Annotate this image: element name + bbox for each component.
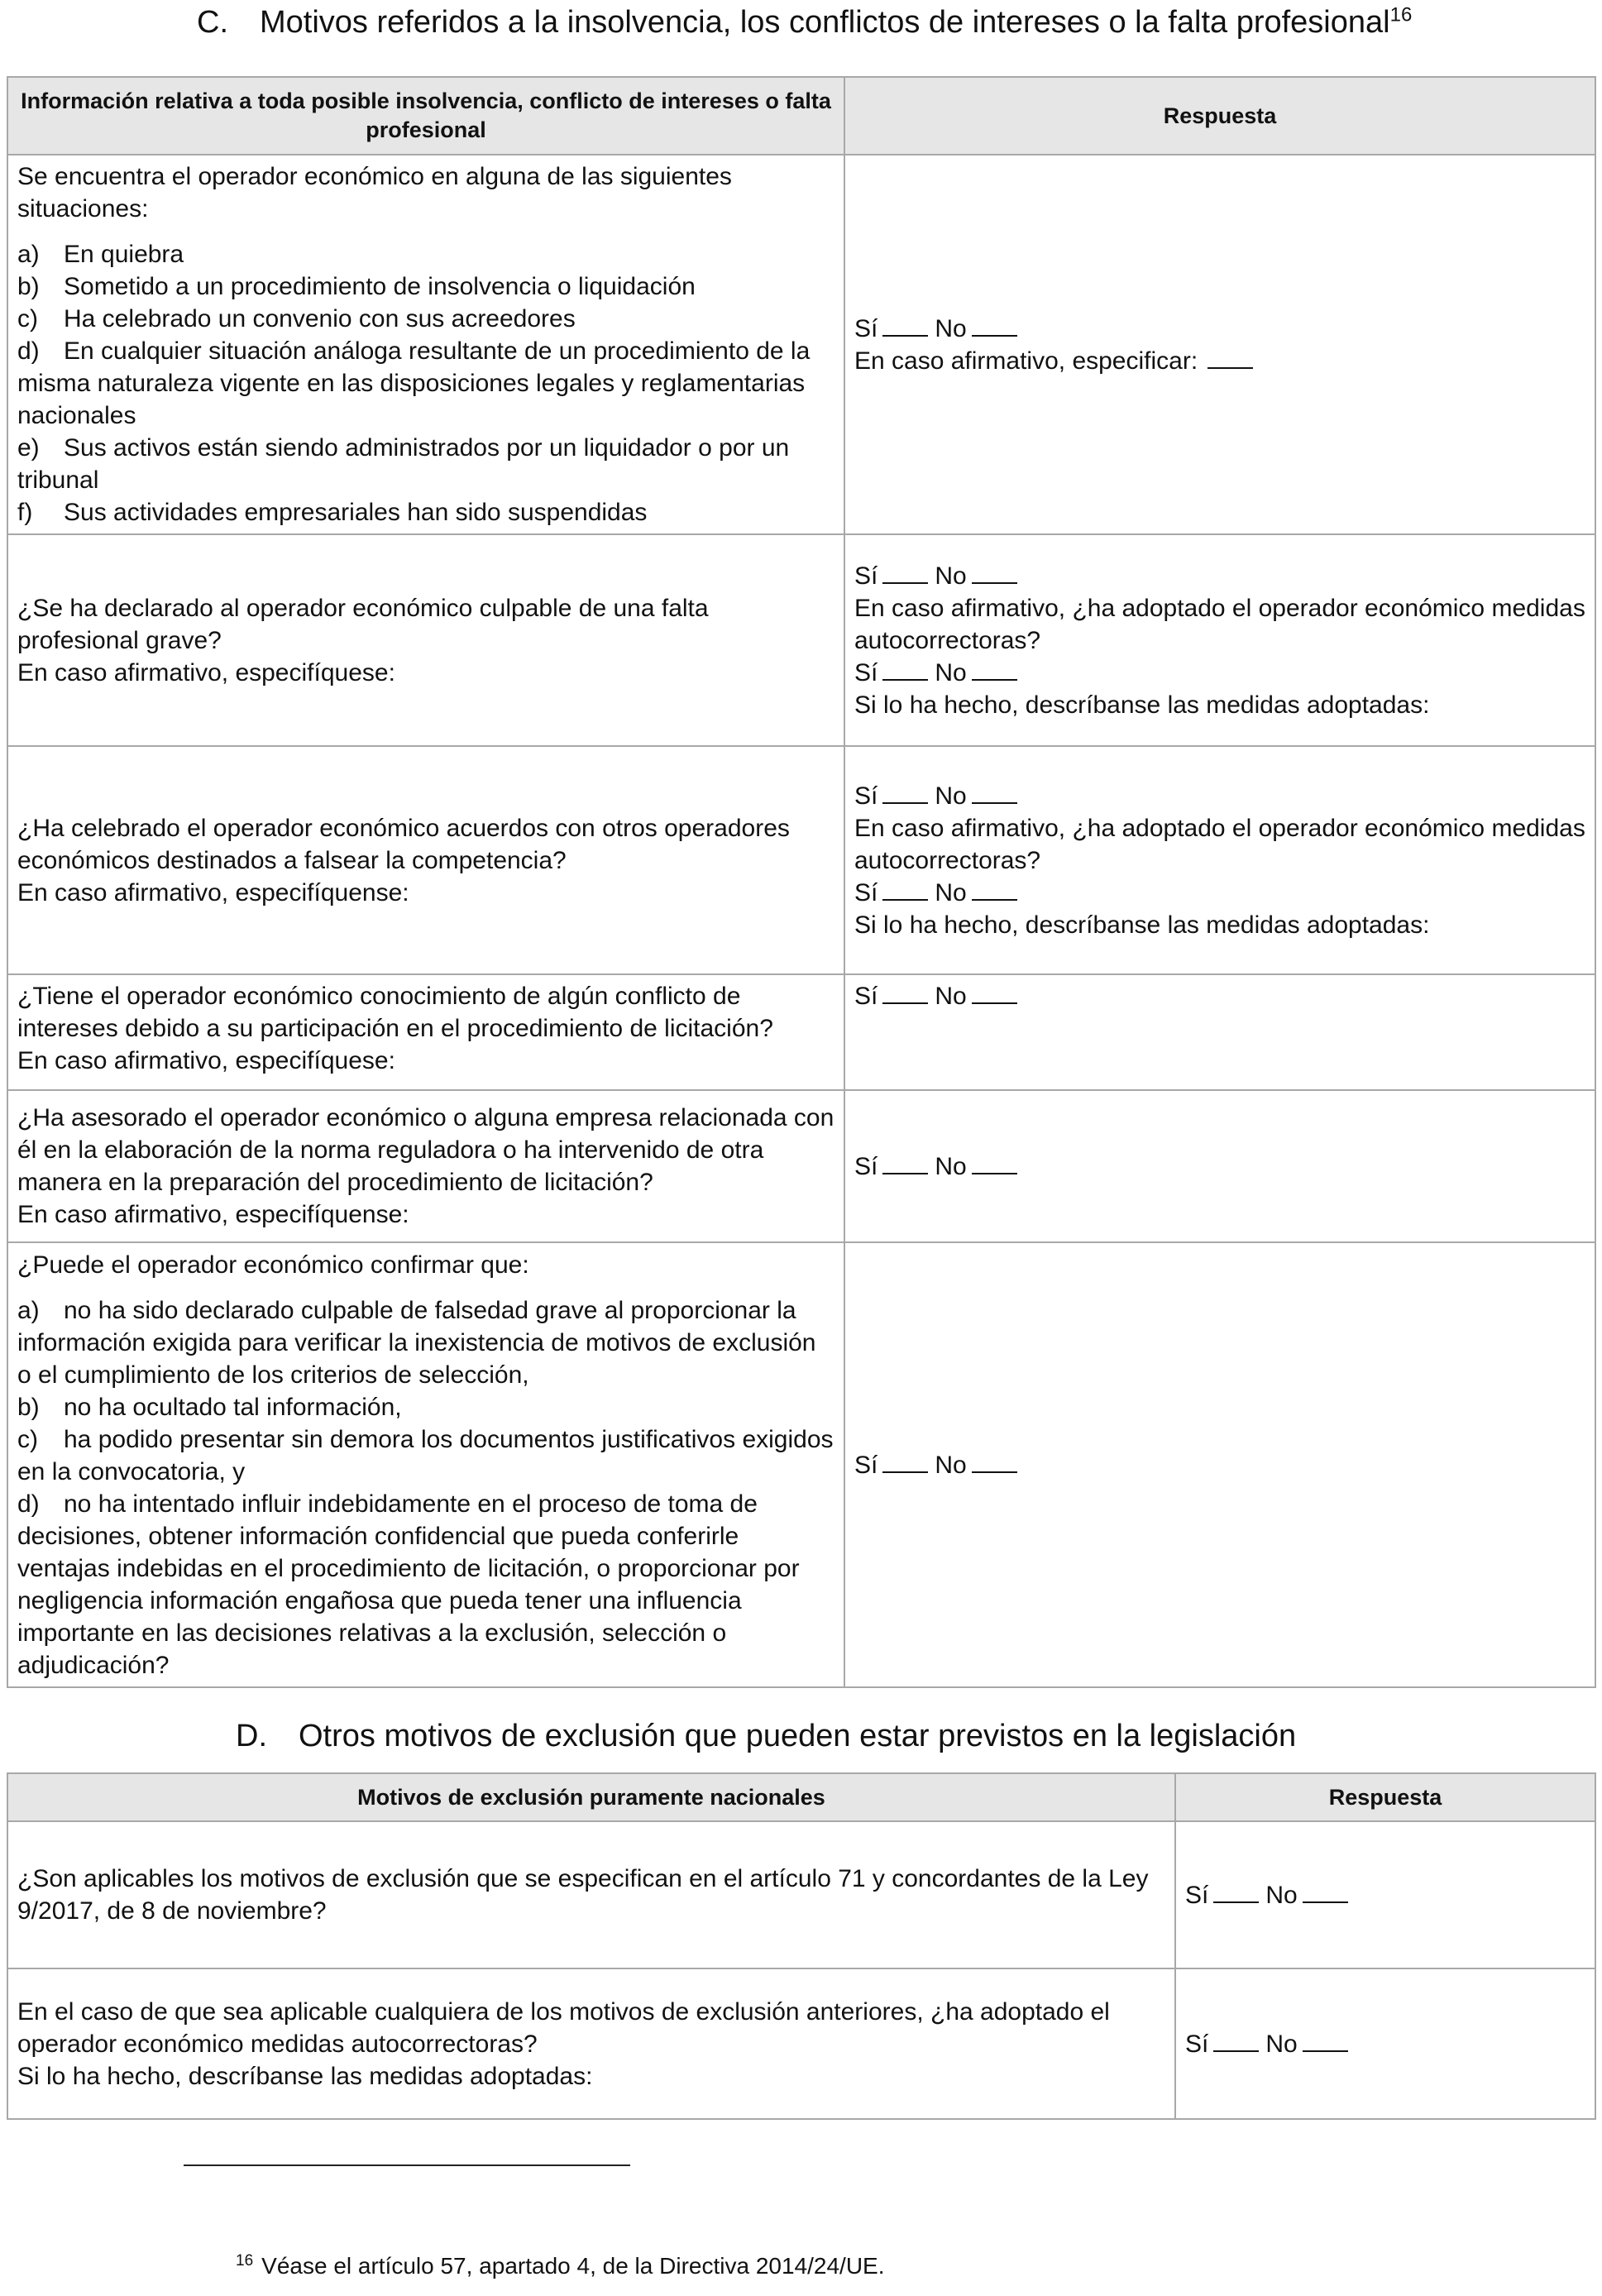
list-item	[17, 270, 834, 303]
item-label: e)	[17, 434, 40, 462]
list-item	[17, 335, 834, 432]
no-blank[interactable]	[972, 561, 1017, 584]
no-blank[interactable]	[1303, 1880, 1348, 1903]
answer-cell	[844, 746, 1595, 974]
yes-label: Sí	[854, 562, 878, 590]
item-text: En cualquier situación análoga resultante de un procedimiento de la misma naturaleza vigente en las disposiciones legales y reglamentarias nacionales	[17, 337, 811, 429]
answer-cell	[844, 1242, 1595, 1687]
specify-blank[interactable]	[1207, 346, 1253, 369]
no-label: No	[935, 658, 967, 686]
item-text: Ha celebrado un convenio con sus acreedores	[64, 305, 576, 332]
answer-followup: En caso afirmativo, ¿ha adoptado el operador económico medidas autocorrectoras?	[854, 594, 1585, 654]
yes-blank[interactable]	[882, 878, 928, 901]
item-text: Sometido a un procedimiento de insolvencia o liquidación	[64, 273, 696, 300]
table-row	[7, 746, 1595, 974]
list-item	[17, 1294, 834, 1391]
answer-extra: En caso afirmativo, especificar:	[854, 347, 1198, 375]
question-cell	[7, 1090, 844, 1242]
item-text: Sus actividades empresariales han sido suspendidas	[64, 499, 648, 526]
footnote-ref: 16	[1389, 3, 1413, 26]
table-d-header-question: Motivos de exclusión puramente nacionales	[7, 1773, 1175, 1821]
yes-blank[interactable]	[882, 981, 928, 1004]
answer-cell	[1175, 1968, 1595, 2119]
section-d-letter: D.	[236, 1719, 267, 1753]
section-c-title	[197, 3, 1412, 41]
item-label: a)	[17, 1296, 40, 1324]
question-followup: En caso afirmativo, especifíquese:	[17, 658, 395, 686]
item-text: En quiebra	[64, 241, 184, 268]
question-cell	[7, 155, 844, 534]
question-cell	[7, 974, 844, 1090]
item-text: no ha ocultado tal información,	[64, 1393, 402, 1421]
table-row	[7, 974, 1595, 1090]
yes-blank[interactable]	[882, 1450, 928, 1473]
table-d-header-answer: Respuesta	[1175, 1773, 1595, 1821]
no-label: No	[1265, 2030, 1298, 2058]
list-item	[17, 496, 834, 529]
no-blank[interactable]	[972, 781, 1017, 804]
question-followup: Si lo ha hecho, descríbanse las medidas adoptadas:	[17, 2062, 593, 2090]
question-cell	[7, 1821, 1175, 1968]
yes-no-answer	[854, 313, 1017, 345]
no-blank[interactable]	[972, 1151, 1017, 1174]
table-c-header-question: Información relativa a toda posible insolvencia, conflicto de intereses o falta profesional	[7, 77, 844, 155]
list-item	[17, 1423, 834, 1488]
question-intro: Se encuentra el operador económico en alguna de las siguientes situaciones:	[17, 163, 732, 222]
no-blank[interactable]	[972, 313, 1017, 337]
answer-cell	[844, 974, 1595, 1090]
answer-followup: En caso afirmativo, ¿ha adoptado el operador económico medidas autocorrectoras?	[854, 814, 1585, 874]
question-text: ¿Ha asesorado el operador económico o alguna empresa relacionada con él en la elaboración de la norma reguladora o ha intervenido de otra manera en la preparación del procedimiento de licitación?	[17, 1104, 834, 1196]
question-followup: En caso afirmativo, especifíquense:	[17, 878, 409, 906]
item-label: d)	[17, 337, 40, 365]
list-item	[17, 303, 834, 335]
item-text: Sus activos están siendo administrados por un liquidador o por un tribunal	[17, 434, 790, 494]
section-c-letter: C.	[197, 5, 228, 40]
yes-no-answer	[854, 877, 1017, 909]
table-row	[7, 534, 1595, 746]
question-followup: En caso afirmativo, especifíquese:	[17, 1047, 395, 1074]
item-text: no ha intentado influir indebidamente en el proceso de toma de decisiones, obtener información confidencial que pueda conferirle ventajas indebidas en el procedimiento de licitación, o proporcionar por negligencia información engañosa que pueda tener una influencia importante en las decisiones relativas a la exclusión, selección o adjudicación?	[17, 1490, 800, 1679]
question-intro: ¿Puede el operador económico confirmar que:	[17, 1251, 529, 1279]
question-text: ¿Son aplicables los motivos de exclusión que se especifican en el artículo 71 y concordantes de la Ley 9/2017, de 8 de noviembre?	[17, 1865, 1149, 1925]
yes-label: Sí	[854, 983, 878, 1010]
yes-blank[interactable]	[882, 561, 928, 584]
table-c-header-answer: Respuesta	[844, 77, 1595, 155]
no-blank[interactable]	[972, 658, 1017, 681]
yes-label: Sí	[854, 1451, 878, 1479]
no-label: No	[935, 983, 967, 1010]
question-cell	[7, 746, 844, 974]
question-text: ¿Ha celebrado el operador económico acuerdos con otros operadores económicos destinados a falsear la competencia?	[17, 814, 790, 874]
question-text: ¿Tiene el operador económico conocimiento de algún conflicto de intereses debido a su participación en el procedimiento de licitación?	[17, 983, 773, 1042]
question-cell	[7, 1242, 844, 1687]
yes-no-answer	[854, 980, 1017, 1012]
list-item	[17, 1488, 834, 1681]
item-label: b)	[17, 273, 40, 300]
table-row	[7, 1968, 1595, 2119]
question-text: ¿Se ha declarado al operador económico culpable de una falta profesional grave?	[17, 594, 709, 654]
yes-label: Sí	[854, 782, 878, 810]
table-row	[7, 1821, 1595, 1968]
yes-no-answer	[854, 657, 1017, 689]
yes-label: Sí	[854, 314, 878, 342]
answer-cell	[1175, 1821, 1595, 1968]
table-row	[7, 1090, 1595, 1242]
no-label: No	[935, 314, 967, 342]
item-text: no ha sido declarado culpable de falsedad grave al proporcionar la información exigida para verificar la inexistencia de motivos de exclusión o el cumplimiento de los criterios de selección,	[17, 1296, 816, 1389]
no-blank[interactable]	[972, 981, 1017, 1004]
no-label: No	[935, 782, 967, 810]
yes-label: Sí	[854, 1152, 878, 1180]
no-blank[interactable]	[972, 1450, 1017, 1473]
yes-no-answer	[854, 1449, 1017, 1481]
section-c-title-text: Motivos referidos a la insolvencia, los conflictos de intereses o la falta profesional	[260, 5, 1390, 40]
footnote	[236, 2252, 885, 2280]
footnote-text: Véase el artículo 57, apartado 4, de la Directiva 2014/24/UE.	[261, 2253, 885, 2279]
yes-no-answer	[854, 780, 1017, 812]
question-cell	[7, 1968, 1175, 2119]
item-label: d)	[17, 1490, 40, 1518]
answer-cell	[844, 534, 1595, 746]
yes-blank[interactable]	[882, 1151, 928, 1174]
yes-label: Sí	[854, 658, 878, 686]
yes-blank[interactable]	[882, 313, 928, 337]
answer-cell	[844, 155, 1595, 534]
answer-describe: Si lo ha hecho, descríbanse las medidas adoptadas:	[854, 911, 1430, 939]
table-c	[7, 76, 1596, 1688]
section-d-title	[236, 1717, 1296, 1755]
no-blank[interactable]	[972, 878, 1017, 901]
no-label: No	[935, 562, 967, 590]
item-label: c)	[17, 305, 38, 332]
no-label: No	[935, 878, 967, 906]
question-cell	[7, 534, 844, 746]
no-blank[interactable]	[1303, 2029, 1348, 2052]
yes-no-answer	[854, 560, 1017, 592]
table-d-header	[7, 1773, 1595, 1821]
yes-label: Sí	[1185, 2030, 1209, 2058]
item-label: b)	[17, 1393, 40, 1421]
no-label: No	[935, 1152, 967, 1180]
section-d-title-text: Otros motivos de exclusión que pueden estar previstos en la legislación	[299, 1719, 1297, 1753]
yes-label: Sí	[1185, 1881, 1209, 1909]
item-label: a)	[17, 241, 40, 268]
answer-describe: Si lo ha hecho, descríbanse las medidas adoptadas:	[854, 691, 1430, 719]
list-item	[17, 1391, 834, 1423]
answer-cell	[844, 1090, 1595, 1242]
confirmation-list	[17, 1294, 834, 1681]
item-label: c)	[17, 1425, 38, 1453]
yes-no-answer	[854, 1150, 1017, 1183]
table-row	[7, 1242, 1595, 1687]
yes-blank[interactable]	[1213, 2029, 1259, 2052]
list-item	[17, 432, 834, 496]
table-c-header	[7, 77, 1595, 155]
footnote-separator	[184, 2164, 630, 2166]
list-item	[17, 238, 834, 270]
item-label: f)	[17, 499, 33, 526]
yes-label: Sí	[854, 878, 878, 906]
situation-list	[17, 238, 834, 529]
yes-no-answer	[1185, 2028, 1348, 2060]
no-label: No	[935, 1451, 967, 1479]
item-text: ha podido presentar sin demora los documentos justificativos exigidos en la convocatoria, y	[17, 1425, 834, 1485]
yes-blank[interactable]	[1213, 1880, 1259, 1903]
yes-blank[interactable]	[882, 658, 928, 681]
question-text: En el caso de que sea aplicable cualquiera de los motivos de exclusión anteriores, ¿ha adoptado el operador económico medidas autocorrectoras?	[17, 1997, 1110, 2058]
no-label: No	[1265, 1881, 1298, 1909]
question-followup: En caso afirmativo, especifíquense:	[17, 1201, 409, 1228]
yes-no-answer	[1185, 1879, 1348, 1911]
table-d	[7, 1772, 1596, 2120]
table-row	[7, 155, 1595, 534]
yes-blank[interactable]	[882, 781, 928, 804]
footnote-number: 16	[236, 2251, 254, 2270]
